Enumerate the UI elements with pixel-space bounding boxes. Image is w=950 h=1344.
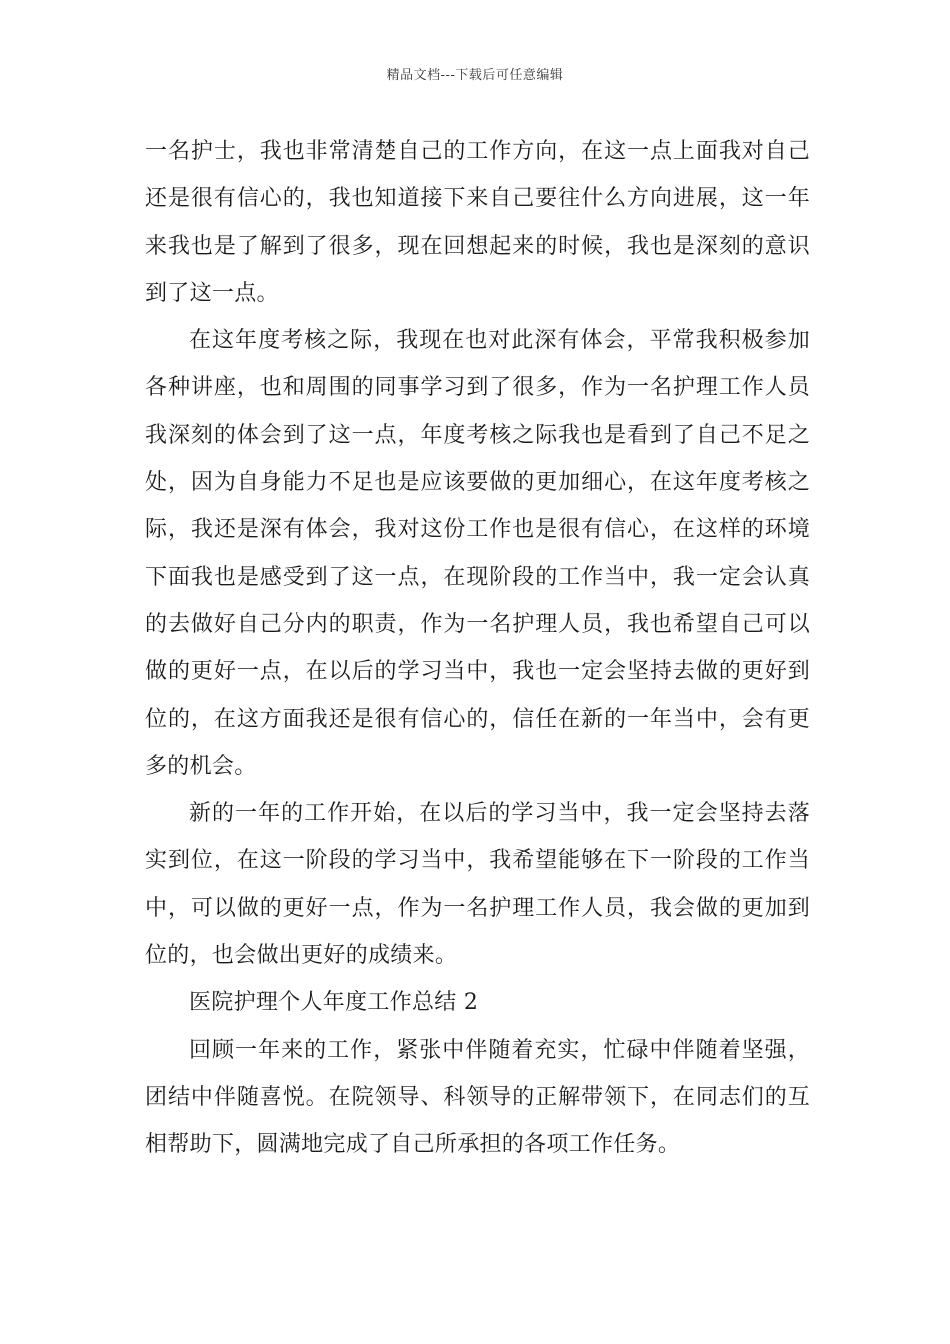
paragraph-review-year: 回顾一年来的工作，紧张中伴随着充实，忙碌中伴随着坚强，团结中伴随喜悦。在院领导、科领导的正解带领下，在同志们的互相帮助下，圆满地完成了自己所承担的各项工作任务。 — [145, 1037, 810, 1158]
section-heading: 医院护理个人年度工作总结 2 — [189, 990, 479, 1016]
page-header: 精品文档---下载后可任意编辑 — [386, 68, 564, 83]
paragraph-new-year-work: 新的一年的工作开始，在以后的学习当中，我一定会坚持去落实到位，在这一阶段的学习当中，我希望能够在下一阶段的工作当中，可以做的更好一点，作为一名护理工作人员，我会做的更加到位的，也会做出更好的成绩来。 — [145, 801, 810, 969]
paragraph-annual-review: 在这年度考核之际，我现在也对此深有体会，平常我积极参加各种讲座，也和周围的同事学习到了很多，作为一名护理工作人员我深刻的体会到了这一点，年度考核之际我也是看到了自己不足之处，因为自身能力不足也是应该要做的更加细心，在这年度考核之际，我还是深有体会，我对这份工作也是很有信心，在这样的环境下面我也是感受到了这一点，在现阶段的工作当中，我一定会认真的去做好自己分内的职责，作为一名护理人员，我也希望自己可以做的更好一点，在以后的学习当中，我也一定会坚持去做的更好到位的，在这方面我还是很有信心的，信任在新的一年当中，会有更多的机会。 — [145, 328, 810, 779]
paragraph-continuation: 一名护士，我也非常清楚自己的工作方向，在这一点上面我对自己还是很有信心的，我也知道接下来自己要往什么方向进展，这一年来我也是了解到了很多，现在回想起来的时候，我也是深刻的意识到了这一点。 — [145, 139, 810, 306]
document-body — [145, 128, 810, 1169]
